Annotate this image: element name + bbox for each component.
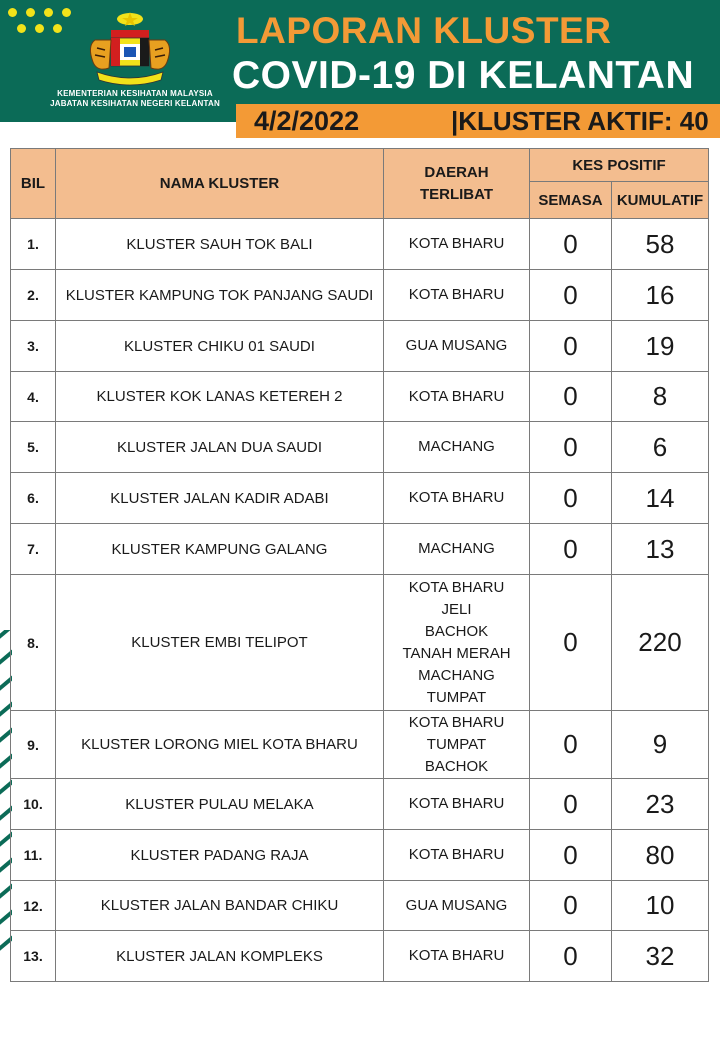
cumulative-cases: 9 xyxy=(612,711,709,779)
header-semasa: SEMASA xyxy=(530,182,612,219)
districts-cell xyxy=(384,779,530,830)
cluster-name: KLUSTER LORONG MIEL KOTA BHARU xyxy=(56,711,384,779)
district-name: KOTA BHARU xyxy=(408,713,505,731)
org-name-line2: JABATAN KESIHATAN NEGERI KELANTAN xyxy=(50,99,220,108)
district-name: KOTA BHARU xyxy=(408,286,505,303)
cluster-name: KLUSTER SAUH TOK BALI xyxy=(56,219,384,270)
row-number: 8. xyxy=(11,575,56,711)
table-row xyxy=(11,422,709,473)
table-row xyxy=(11,830,709,881)
cluster-table-body xyxy=(11,219,709,982)
districts-cell xyxy=(384,219,530,270)
cumulative-cases: 80 xyxy=(612,830,709,881)
report-date: 4/2/2022 xyxy=(254,106,360,136)
cluster-name: KLUSTER PADANG RAJA xyxy=(56,830,384,881)
current-cases: 0 xyxy=(530,372,612,422)
table-row xyxy=(11,372,709,422)
district-name: KOTA BHARU xyxy=(408,387,505,405)
cumulative-cases: 6 xyxy=(612,422,709,473)
cluster-name: KLUSTER CHIKU 01 SAUDI xyxy=(56,321,384,372)
current-cases: 0 xyxy=(530,473,612,524)
districts-cell xyxy=(384,422,530,473)
row-number: 12. xyxy=(11,881,56,931)
active-cluster-count: |KLUSTER AKTIF: 40 xyxy=(451,106,709,136)
current-cases: 0 xyxy=(530,931,612,982)
cluster-name: KLUSTER JALAN DUA SAUDI xyxy=(56,422,384,473)
districts-cell xyxy=(384,575,530,711)
cluster-name: KLUSTER KAMPUNG TOK PANJANG SAUDI xyxy=(56,270,384,321)
cluster-name: KLUSTER KAMPUNG GALANG xyxy=(56,524,384,575)
cumulative-cases: 16 xyxy=(612,270,709,321)
districts-cell xyxy=(384,711,530,779)
district-name: KOTA BHARU xyxy=(408,846,505,863)
table-row xyxy=(11,575,709,711)
header-kes-positif: KES POSITIF xyxy=(530,149,709,182)
district-name: BACHOK xyxy=(424,757,489,775)
table-row xyxy=(11,779,709,830)
title-line2: COVID-19 DI KELANTAN xyxy=(232,54,695,97)
table-row xyxy=(11,524,709,575)
cumulative-cases: 14 xyxy=(612,473,709,524)
cumulative-cases: 220 xyxy=(612,575,709,711)
district-name: TUMPAT xyxy=(426,735,487,753)
table-row xyxy=(11,270,709,321)
org-name-line1: KEMENTERIAN KESIHATAN MALAYSIA xyxy=(57,89,213,98)
cumulative-cases: 32 xyxy=(612,931,709,982)
table-row xyxy=(11,219,709,270)
current-cases: 0 xyxy=(530,422,612,473)
row-number: 13. xyxy=(11,931,56,982)
cluster-name: KLUSTER JALAN BANDAR CHIKU xyxy=(56,881,384,931)
current-cases: 0 xyxy=(530,575,612,711)
cumulative-cases: 13 xyxy=(612,524,709,575)
header-kumulatif: KUMULATIF xyxy=(612,182,709,219)
current-cases: 0 xyxy=(530,711,612,779)
district-name: JELI xyxy=(441,600,472,618)
cluster-name: KLUSTER JALAN KOMPLEKS xyxy=(56,931,384,982)
districts-cell xyxy=(384,881,530,931)
district-name: GUA MUSANG xyxy=(405,896,508,914)
cluster-table xyxy=(10,148,709,982)
row-number: 2. xyxy=(11,270,56,321)
district-name: TANAH MERAH xyxy=(402,644,511,662)
districts-cell xyxy=(384,270,530,321)
district-name: KOTA BHARU xyxy=(408,947,505,964)
districts-cell xyxy=(384,931,530,982)
row-number: 1. xyxy=(11,219,56,270)
header-daerah-terlibat: DAERAH TERLIBAT xyxy=(384,149,530,219)
cluster-name: KLUSTER KOK LANAS KETEREH 2 xyxy=(56,372,384,422)
row-number: 7. xyxy=(11,524,56,575)
districts-cell xyxy=(384,830,530,881)
table-row xyxy=(11,473,709,524)
row-number: 5. xyxy=(11,422,56,473)
district-name: MACHANG xyxy=(418,666,495,684)
row-number: 3. xyxy=(11,321,56,372)
cumulative-cases: 23 xyxy=(612,779,709,830)
current-cases: 0 xyxy=(530,219,612,270)
cumulative-cases: 58 xyxy=(612,219,709,270)
row-number: 10. xyxy=(11,779,56,830)
district-name: KOTA BHARU xyxy=(408,489,505,506)
district-name: BACHOK xyxy=(424,622,489,640)
row-number: 6. xyxy=(11,473,56,524)
table-row xyxy=(11,711,709,779)
district-name: MACHANG xyxy=(418,540,495,557)
districts-cell xyxy=(384,372,530,422)
header-bil: BIL xyxy=(11,149,56,219)
row-number: 4. xyxy=(11,372,56,422)
district-name: TUMPAT xyxy=(426,688,487,706)
current-cases: 0 xyxy=(530,321,612,372)
decorative-dots xyxy=(6,6,76,38)
district-name: KOTA BHARU xyxy=(408,578,505,596)
table-row xyxy=(11,881,709,931)
row-number: 9. xyxy=(11,711,56,779)
cumulative-cases: 10 xyxy=(612,881,709,931)
cumulative-cases: 19 xyxy=(612,321,709,372)
current-cases: 0 xyxy=(530,830,612,881)
current-cases: 0 xyxy=(530,270,612,321)
cluster-name: KLUSTER PULAU MELAKA xyxy=(56,779,384,830)
current-cases: 0 xyxy=(530,524,612,575)
districts-cell xyxy=(384,321,530,372)
district-name: MACHANG xyxy=(418,438,495,455)
cluster-name: KLUSTER JALAN KADIR ADABI xyxy=(56,473,384,524)
row-number: 11. xyxy=(11,830,56,881)
table-row xyxy=(11,321,709,372)
coat-of-arms-icon xyxy=(75,10,185,90)
districts-cell xyxy=(384,473,530,524)
title-line1: LAPORAN KLUSTER xyxy=(236,10,612,51)
table-row xyxy=(11,931,709,982)
cumulative-cases: 8 xyxy=(612,372,709,422)
current-cases: 0 xyxy=(530,779,612,830)
district-name: KOTA BHARU xyxy=(408,795,505,812)
cluster-name: KLUSTER EMBI TELIPOT xyxy=(56,575,384,711)
districts-cell xyxy=(384,524,530,575)
district-name: GUA MUSANG xyxy=(405,337,508,354)
header-nama-kluster: NAMA KLUSTER xyxy=(56,149,384,219)
district-name: KOTA BHARU xyxy=(408,235,505,252)
current-cases: 0 xyxy=(530,881,612,931)
